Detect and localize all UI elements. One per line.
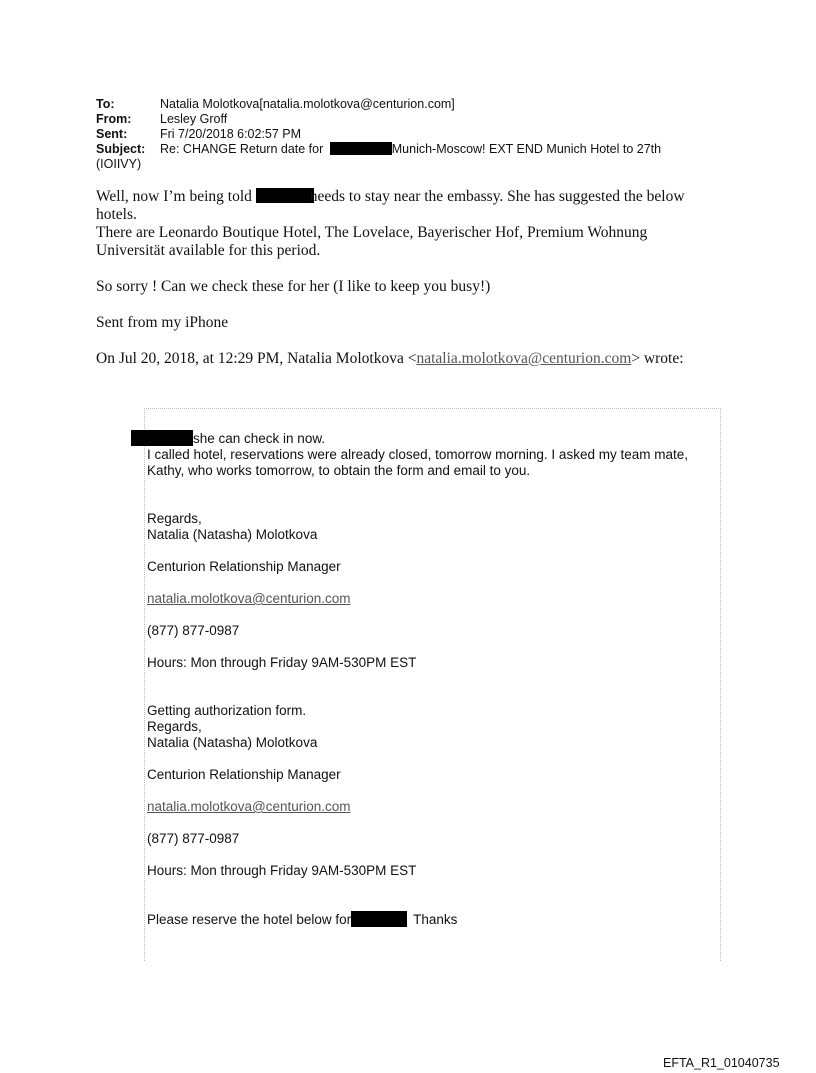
quote-intro-email-link[interactable]: natalia.molotkova@centurion.com [416,350,632,367]
redaction-box [256,188,314,203]
signature-name-2: Natalia (Natasha) Molotkova [147,735,318,750]
quote-intro [96,350,736,368]
sent-value: Fri 7/20/2018 6:02:57 PM [160,127,302,141]
quoted-message [147,430,719,928]
quoted-line-3: Kathy, who works tomorrow, to obtain the form and email to you. [147,463,531,478]
email-header [96,97,736,172]
signature-title-2: Centurion Relationship Manager [147,767,341,782]
subject-continuation: (IOIIVY) [96,157,142,171]
reserve-line [147,911,719,928]
redaction-box [330,142,392,155]
to-value: Natalia Molotkova[natalia.molotkova@centurion.com] [160,97,455,111]
quote-intro-a: On Jul 20, 2018, at 12:29 PM, Natalia Molotkova < [96,350,417,367]
from-row [96,112,736,127]
redaction-box [351,911,407,927]
subject-row [96,142,736,157]
body-line-1b: needs to stay near the embassy. She has suggested the below [309,188,685,205]
signature-email-link-1[interactable]: natalia.molotkova@centurion.com [147,591,351,606]
body-line-5: So sorry ! Can we check these for her (I like to keep you busy!) [96,278,491,295]
from-value: Lesley Groff [160,112,228,126]
quote-intro-b: > wrote: [631,350,684,367]
body-line-3: There are Leonardo Boutique Hotel, The Lovelace, Bayerischer Hof, Premium Wohnung [96,224,648,241]
signature-hours-2: Hours: Mon through Friday 9AM-530PM EST [147,863,417,878]
quoted-line-1-text: she can check in now. [193,431,326,446]
signature-phone-2: (877) 877-0987 [147,831,240,846]
sent-row [96,127,736,142]
email-body [96,188,736,368]
redaction-box [131,430,193,446]
body-line-4: Universität available for this period. [96,242,321,259]
body-line-2: hotels. [96,206,137,223]
document-id: EFTA_R1_01040735 [663,1056,780,1070]
signature-email-link-2[interactable]: natalia.molotkova@centurion.com [147,799,351,814]
quoted-line-2: I called hotel, reservations were already closed, tomorrow morning. I asked my team mate, [147,447,688,462]
to-label: To: [96,97,115,111]
signature-hours-1: Hours: Mon through Friday 9AM-530PM EST [147,655,417,670]
subject-value [160,142,661,157]
quoted-line-1 [147,430,719,447]
signature-title-1: Centurion Relationship Manager [147,559,341,574]
sent-label: Sent: [96,127,128,141]
reserve-line-a: Please reserve the hotel below for [147,912,352,927]
subject-part2: Munich-Moscow! EXT END Munich Hotel to 27th [391,142,662,156]
regards-2: Regards, [147,719,202,734]
from-label: From: [96,112,132,126]
body-line-6: Sent from my iPhone [96,314,229,331]
reserve-line-b: Thanks [413,912,458,927]
body-line-1 [96,188,736,206]
subject-part1: Re: CHANGE Return date for [160,142,324,156]
to-row [96,97,736,112]
getting-form-line: Getting authorization form. [147,703,307,718]
signature-phone-1: (877) 877-0987 [147,623,240,638]
regards-1: Regards, [147,511,202,526]
subject-label: Subject: [96,142,146,156]
signature-name-1: Natalia (Natasha) Molotkova [147,527,318,542]
body-line-1a: Well, now I’m being told [96,188,252,205]
